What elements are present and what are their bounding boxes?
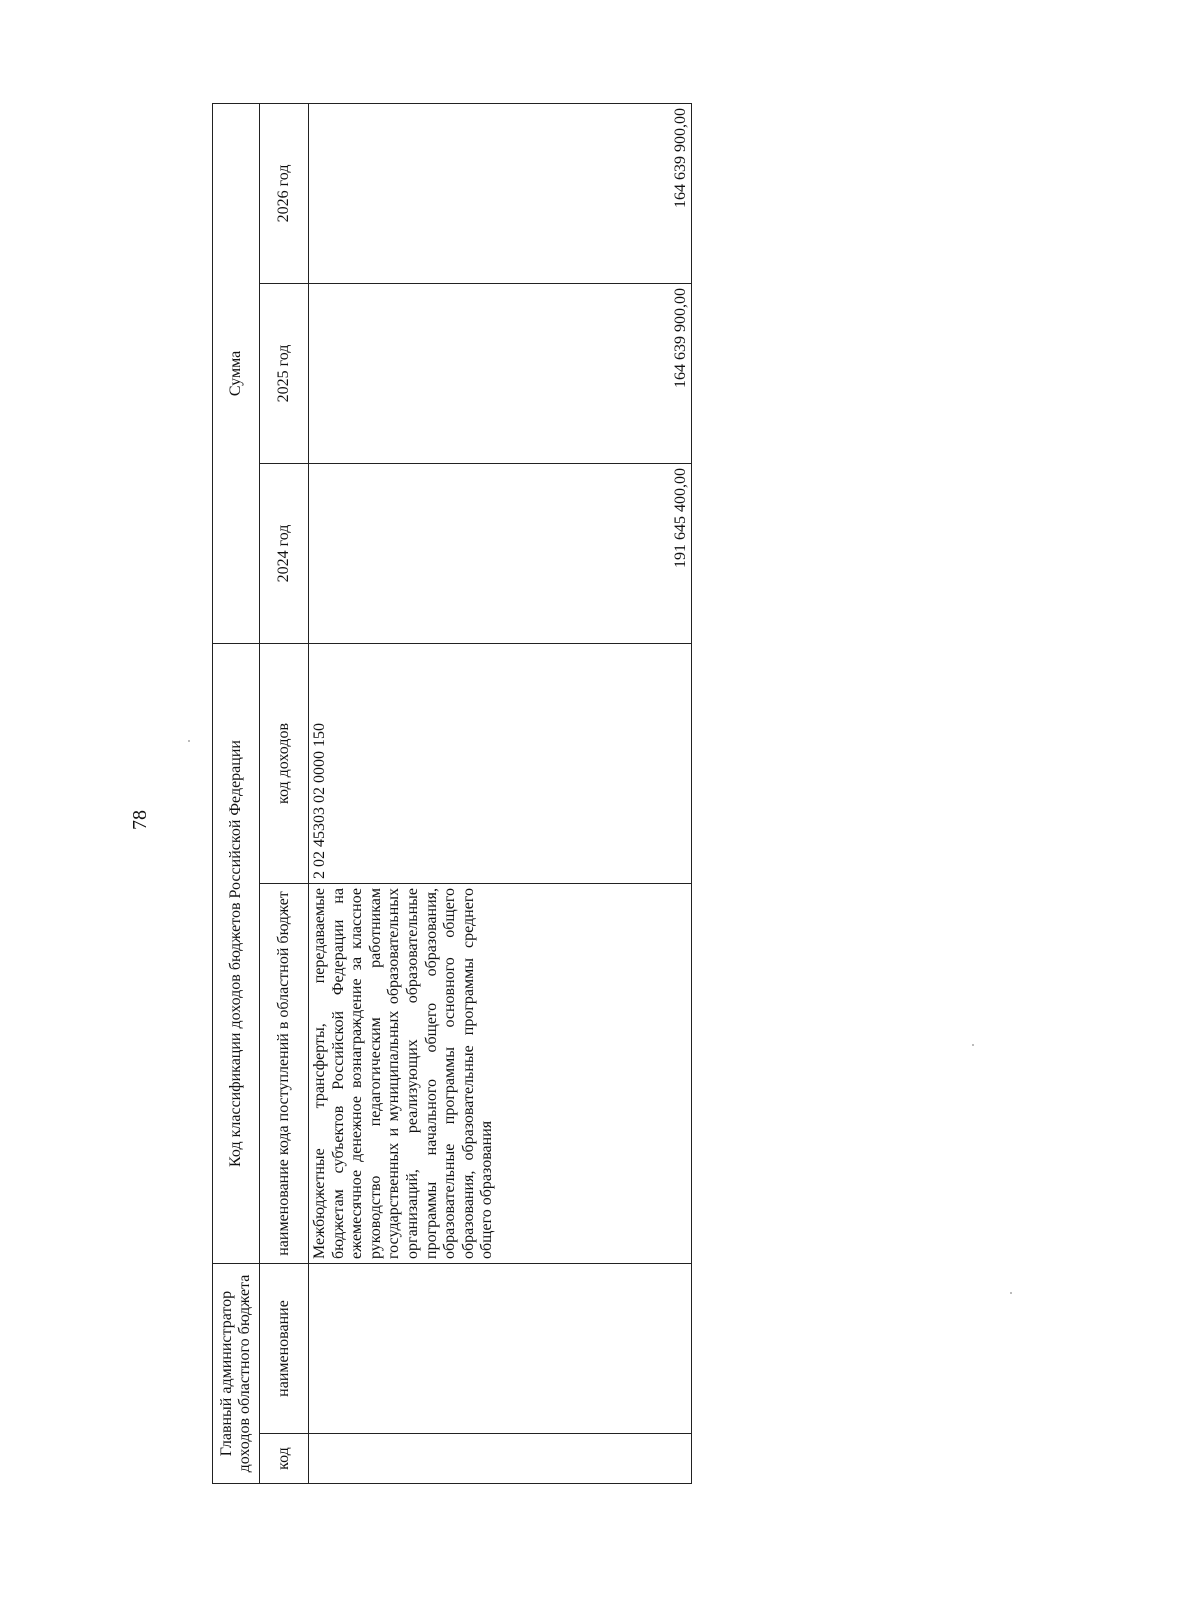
row-revenue-code: 2 02 45303 02 0000 150 xyxy=(309,643,692,883)
row-sum-2025: 164 639 900,00 xyxy=(309,283,692,463)
header-admin-code: код xyxy=(260,1434,309,1484)
revenue-table-wrapper xyxy=(212,104,692,1484)
header-year-2025: 2025 год xyxy=(260,283,309,463)
header-admin-name: наименование xyxy=(260,1263,309,1433)
header-revenue-code: код доходов xyxy=(260,643,309,883)
scan-speck xyxy=(1010,1292,1012,1294)
scan-speck xyxy=(972,1044,974,1046)
row-revenue-name: Межбюджетные трансферты, передаваемые бюджетам субъектов Российской Федерации на ежемесячное денежное вознаграждение за классное руководство педагогическим работникам государственных и муниципальных образовательных организаций, реализующих образовательные программы начального общего образования, образовательные программы основного общего образования, образовательные программы среднего общего образования xyxy=(309,883,692,1263)
header-code-group: Код классификации доходов бюджетов Российской Федерации xyxy=(213,643,260,1263)
row-sum-2024: 191 645 400,00 xyxy=(309,463,692,643)
header-year-2026: 2026 год xyxy=(260,103,309,283)
revenue-table xyxy=(212,103,692,1484)
header-year-2024: 2024 год xyxy=(260,463,309,643)
row-sum-2026: 164 639 900,00 xyxy=(309,103,692,283)
row-admin-code xyxy=(309,1434,692,1484)
scan-speck xyxy=(188,740,190,742)
header-revenue-name: наименование кода поступлений в областной бюджет xyxy=(260,883,309,1263)
header-admin-group: Главный администратор доходов областного бюджета xyxy=(213,1263,260,1483)
table-row xyxy=(309,103,692,1483)
page-number: 78 xyxy=(129,810,151,830)
header-sum-group: Сумма xyxy=(213,103,260,643)
row-admin-name xyxy=(309,1263,692,1433)
header-row-2 xyxy=(260,103,309,1483)
header-row-1 xyxy=(213,103,260,1483)
